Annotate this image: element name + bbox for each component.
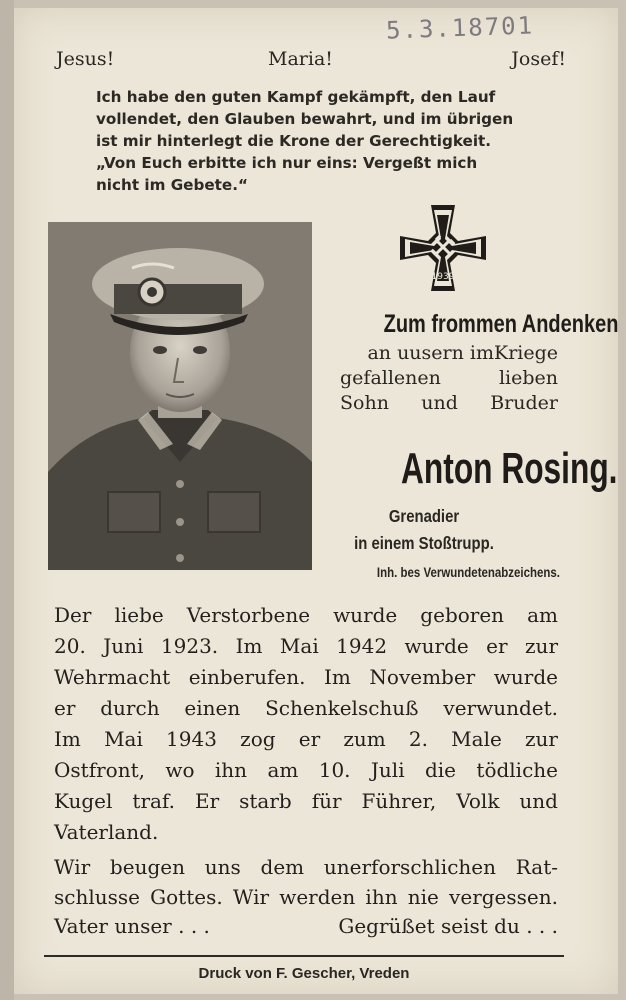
- rank-line: in einem Stoßtrupp.: [354, 533, 494, 553]
- closing-line: Wir beugen uns dem unerforschlichen Rat-: [54, 855, 558, 879]
- bio-line: Im Mai 1943 zog er zum 2. Male zur: [54, 727, 558, 751]
- divider: [44, 955, 564, 957]
- rank-line: Grenadier: [388, 506, 460, 526]
- badge-note: Inh. bes Verwundetenabzeichens.: [376, 564, 560, 580]
- memorial-dedication: [340, 310, 619, 416]
- bio-line: 20. Juni 1923. Im Mai 1942 wurde er zur: [54, 634, 558, 658]
- prayer-hail-mary: Gegrüßet seist du . . .: [338, 914, 558, 938]
- invocations-row: [56, 48, 566, 74]
- closing-line: schlusse Gottes. Wir werden ihn nie vergessen.: [54, 885, 558, 909]
- bio-line: Der liebe Verstorbene wurde geboren am: [54, 603, 558, 627]
- biography-text: [54, 600, 558, 848]
- bio-line: Ostfront, wo ihn am 10. Juli die tödliche: [54, 758, 558, 782]
- invocation-jesus: Jesus!: [56, 48, 115, 70]
- scripture-quote: [96, 86, 566, 196]
- invocation-josef: Josef!: [511, 48, 566, 70]
- memorial-line: gefallenen lieben: [340, 367, 558, 389]
- memorial-heading: Zum frommen Andenken: [383, 310, 619, 338]
- bio-line: Kugel traf. Er starb für Führer, Volk und: [54, 789, 558, 813]
- rank-info: [300, 503, 548, 557]
- prayer-our-father: Vater unser . . .: [54, 914, 210, 938]
- invocation-maria: Maria!: [268, 48, 333, 70]
- printer-credit: Druck von F. Gescher, Vreden: [198, 965, 410, 982]
- prayer-row: [54, 914, 558, 944]
- bio-line: er durch einen Schenkelschuß verwundet.: [54, 696, 558, 720]
- memorial-line: Sohn und Bruder: [340, 392, 558, 414]
- bio-line: Wehrmacht einberufen. Im November wurde: [54, 665, 558, 689]
- quote-line: ist mir hinterlegt die Krone der Gerechtigkeit.: [96, 132, 492, 150]
- iron-cross-icon: [398, 203, 488, 293]
- quote-line: vollendet, den Glauben bewahrt, und im übrigen: [96, 110, 514, 128]
- card-edge: [0, 0, 14, 1000]
- closing-text: [54, 852, 558, 912]
- bio-line: Vaterland.: [54, 820, 159, 844]
- soldier-portrait-photo: [48, 222, 312, 570]
- deceased-name: Anton Rosing.: [401, 444, 618, 493]
- cross-year: 1939: [431, 272, 455, 282]
- memorial-line: an uusern imKriege: [367, 342, 558, 364]
- quote-line: „Von Euch erbitte ich nur eins: Vergeßt mich: [96, 154, 478, 172]
- handwritten-note: 5.3.18701: [385, 11, 535, 45]
- quote-line: Ich habe den guten Kampf gekämpft, den Lauf: [96, 88, 496, 106]
- soldier-portrait-icon: [48, 222, 312, 570]
- quote-line: nicht im Gebete.“: [96, 176, 248, 194]
